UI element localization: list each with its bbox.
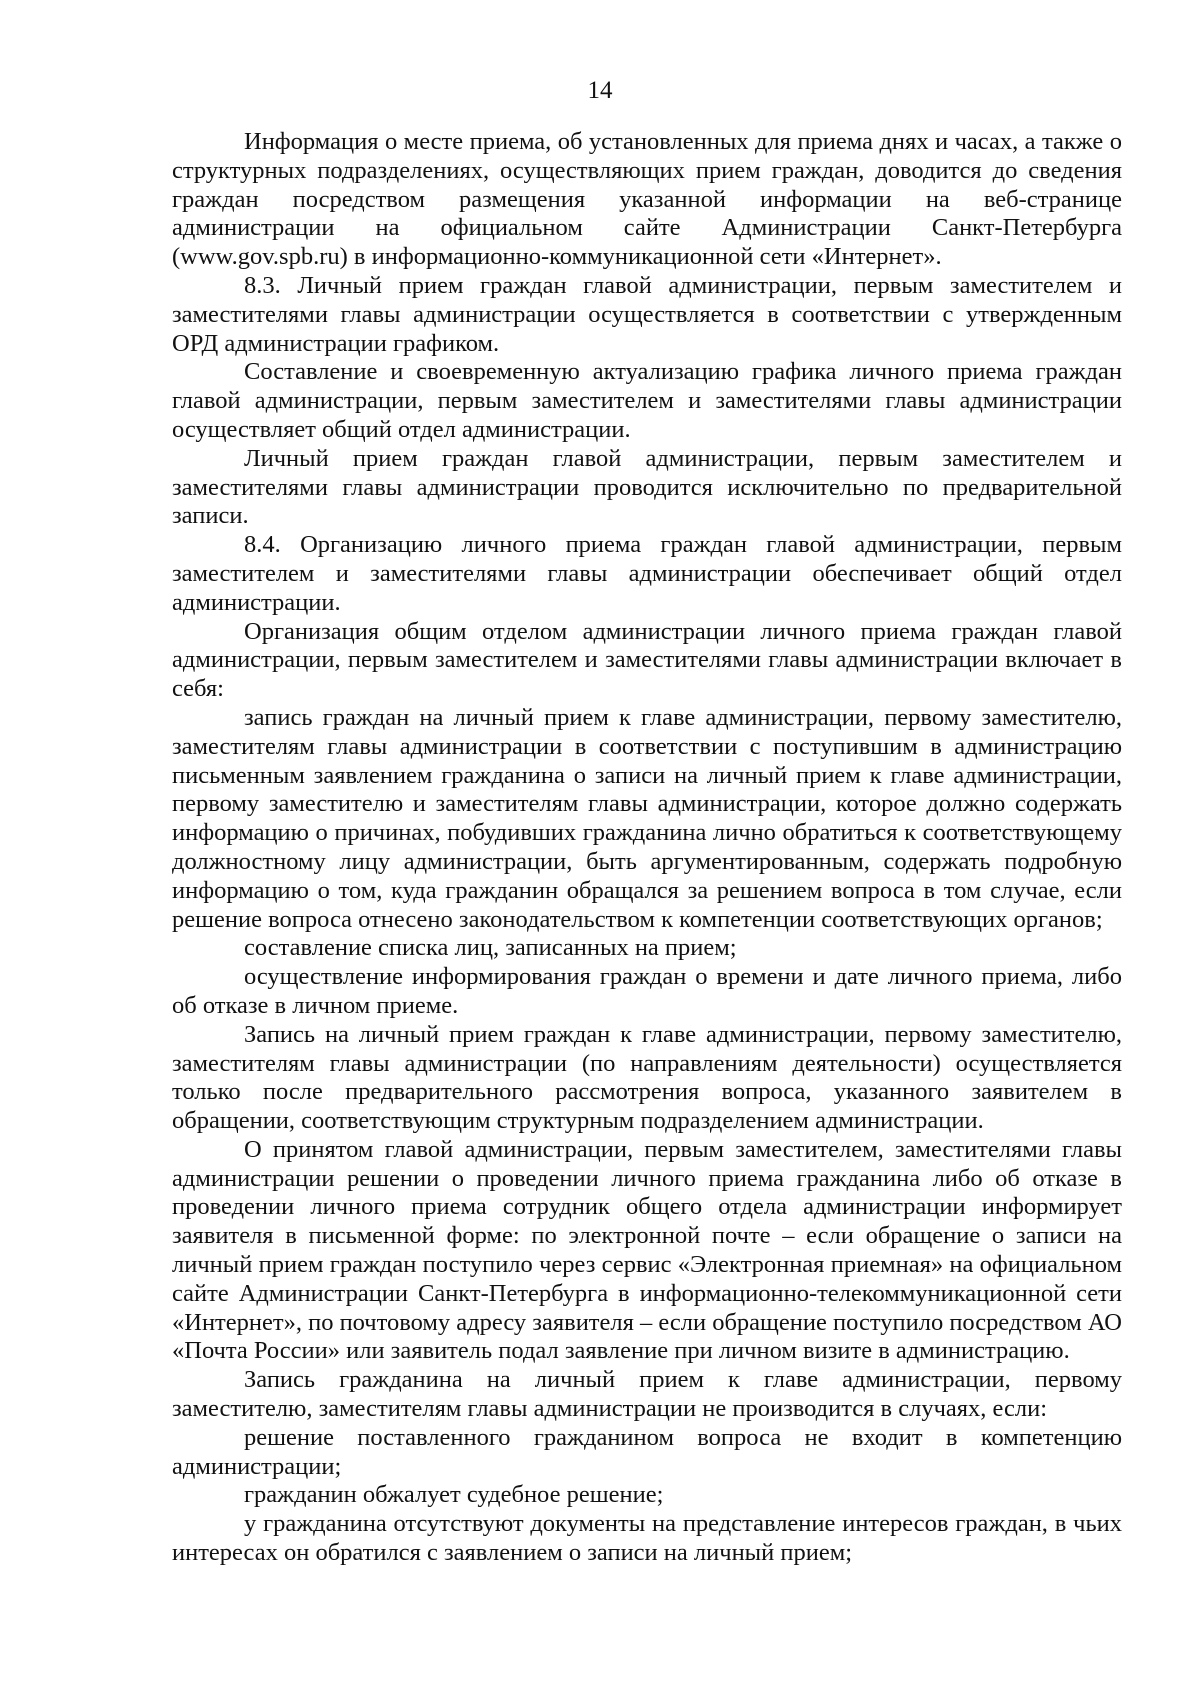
document-body <box>172 128 1122 1568</box>
list-item-list-of-persons: составление списка лиц, записанных на прием; <box>244 934 737 962</box>
paragraph-refusal-cases: Запись гражданина на личный прием к главе администрации, первому заместителю, заместителям главы администрации не производится в случаях, если: <box>172 1366 1122 1423</box>
paragraph-schedule: Составление и своевременную актуализацию графика личного приема граждан главой администрации, первым заместителем и заместителями главы администрации осуществляет общий отдел администрации. <box>172 358 1122 443</box>
list-item-no-documents: у гражданина отсутствуют документы на представление интересов граждан, в чьих интересах он обратился с заявлением о записи на личный прием; <box>172 1510 1122 1567</box>
paragraph-8-3: 8.3. Личный прием граждан главой администрации, первым заместителем и заместителями главы администрации осуществляется в соответствии с утвержденным ОРД администрации графиком. <box>172 271 1122 357</box>
paragraph-record-after-review: Запись на личный прием граждан к главе администрации, первому заместителю, заместителям главы администрации (по направлениям деятельности) осуществляется только после предварительного рассмотрения вопроса, указанного заявителем в обращении, соответствующим структурным подразделением администрации. <box>172 1020 1122 1135</box>
list-item-court-decision: гражданин обжалует судебное решение; <box>244 1481 664 1509</box>
list-item-not-competence: решение поставленного гражданином вопроса не входит в компетенцию администрации; <box>172 1423 1122 1480</box>
paragraph-info-reception: Информация о месте приема, об установленных для приема днях и часах, а также о структурных подразделениях, осуществляющих прием граждан, доводится до сведения граждан посредством размещения указанной информации на веб-странице администрации на официальном сайте Администрации Санкт-Петербурга (www.gov.spb.ru) в информационно-коммуникационной сети «Интернет». <box>172 128 1122 271</box>
page-number: 14 <box>587 77 613 104</box>
paragraph-decision-notice: О принятом главой администрации, первым заместителем, заместителями главы администрации решении о проведении личного приема гражданина либо об отказе в проведении личного приема сотрудник общего отдела администрации информирует заявителя в письменной форме: по электронной почте – если обращение о записи на личный прием граждан поступило через сервис «Электронная приемная» на официальном сайте Администрации Санкт-Петербурга в информационно-телекоммуникационной сети «Интернет», по почтовому адресу заявителя – если обращение поступило посредством АО «Почта России» или заявитель подал заявление при личном визите в администрацию. <box>172 1135 1122 1365</box>
paragraph-preliminary-record: Личный прием граждан главой администрации, первым заместителем и заместителями главы администрации проводится исключительно по предварительной записи. <box>172 444 1122 530</box>
paragraph-8-4: 8.4. Организацию личного приема граждан главой администрации, первым заместителем и заместителями главы администрации обеспечивает общий отдел администрации. <box>172 531 1122 616</box>
list-item-informing: осуществление информирования граждан о времени и дате личного приема, либо об отказе в личном приеме. <box>172 963 1122 1019</box>
paragraph-organization: Организация общим отделом администрации личного приема граждан главой администрации, первым заместителем и заместителями главы администрации включает в себя: <box>172 617 1122 703</box>
list-item-registration: запись граждан на личный прием к главе администрации, первому заместителю, заместителям главы администрации в соответствии с поступившим в администрацию письменным заявлением гражданина о записи на личный прием к главе администрации, первому заместителю и заместителям главы администрации, которое должно содержать информацию о причинах, побудивших гражданина лично обратиться к соответствующему должностному лицу администрации, быть аргументированным, содержать подробную информацию о том, куда гражданин обращался за решением вопроса в том случае, если решение вопроса отнесено законодательством к компетенции соответствующих органов; <box>172 703 1122 933</box>
